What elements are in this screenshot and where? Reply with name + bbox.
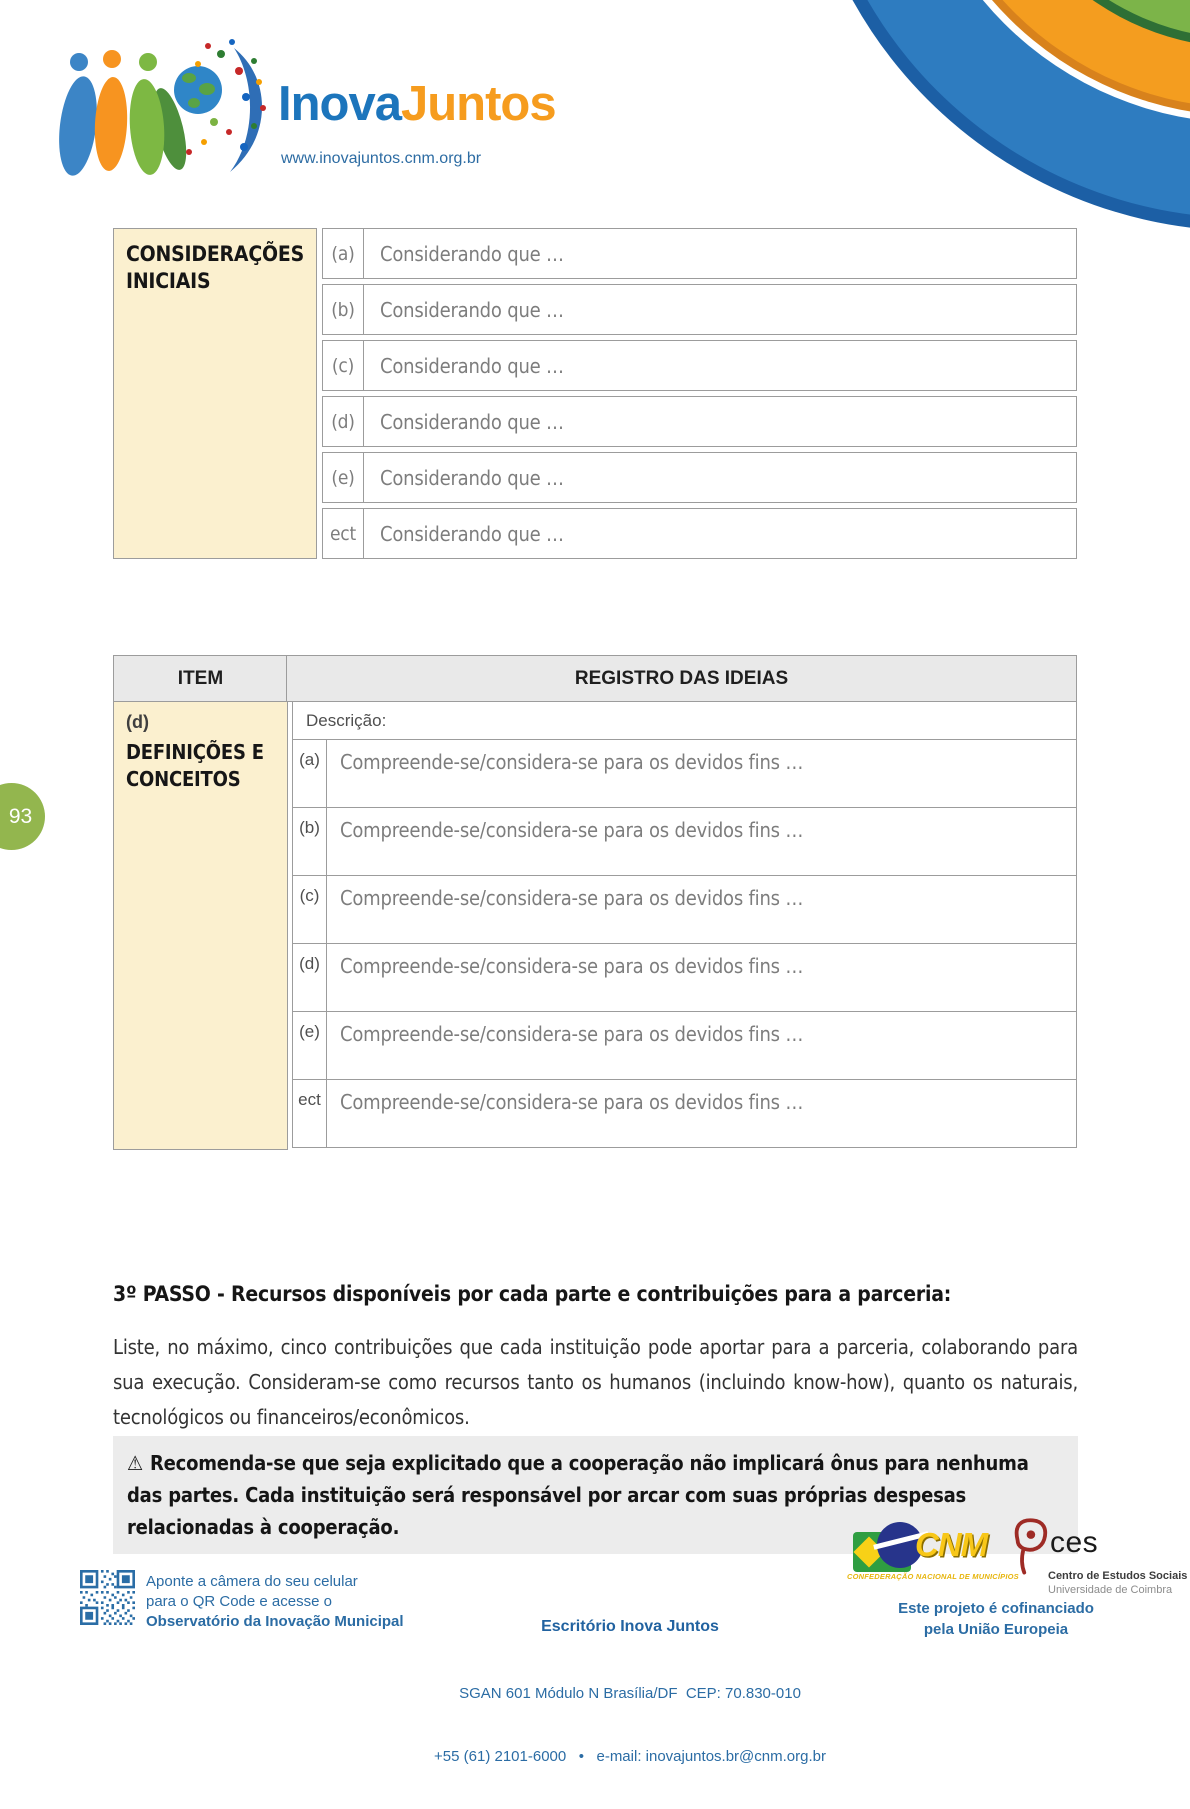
logo-text-inova: Inova: [278, 77, 401, 131]
column-header-registro: REGISTRO DAS IDEIAS: [286, 655, 1077, 702]
table-row: [292, 1011, 1077, 1080]
row-text: Considerando que …: [380, 465, 564, 490]
warning-text: Recomenda-se que seja explicitado que a cooperação não implicará ônus para nenhuma das partes. Cada instituição será responsável por arcar com suas próprias despesas relacionadas à cooperação.: [127, 1451, 1029, 1539]
office-address: SGAN 601 Módulo N Brasília/DF CEP: 70.830-010: [459, 1685, 801, 1702]
office-title: Escritório Inova Juntos: [541, 1618, 719, 1635]
cofinance-line2: pela União Europeia: [923, 1621, 1069, 1638]
page-number-badge: 93: [0, 783, 45, 850]
cnm-wordmark: CNM: [915, 1526, 988, 1563]
cnm-logo: [847, 1522, 1019, 1584]
logo-people-globe-icon: [48, 26, 283, 188]
column-header-item: ITEM: [113, 655, 288, 702]
ces-logo: [1010, 1514, 1188, 1596]
ces-wordmark: ces: [1050, 1526, 1099, 1559]
corner-decoration: [790, 0, 1190, 240]
table-row: [292, 875, 1077, 944]
office-info: [420, 1574, 840, 1809]
ces-caption-line2: Universidade de Coimbra: [1048, 1584, 1173, 1596]
logo-url: www.inovajuntos.cnm.org.br: [281, 150, 482, 167]
considerations-title-line2: INICIAIS: [126, 269, 211, 293]
ces-glyph-icon: [1010, 1514, 1048, 1578]
table-row: [322, 228, 1077, 279]
table-row: [322, 340, 1077, 391]
row-text: Compreende-se/considera-se para os devidos fins …: [340, 750, 804, 774]
row-text: Compreende-se/considera-se para os devidos fins …: [340, 886, 804, 910]
considerations-title-line1: CONSIDERAÇÕES: [126, 242, 304, 266]
row-text: Considerando que …: [380, 241, 564, 266]
qr-caption: [146, 1572, 404, 1632]
table-row: [292, 807, 1077, 876]
row-label: (e): [293, 1012, 327, 1079]
item-title-line2: CONCEITOS: [126, 767, 241, 791]
row-text: Considerando que …: [380, 353, 564, 378]
item-title-line1: DEFINIÇÕES E: [126, 740, 264, 764]
row-text: Compreende-se/considera-se para os devidos fins …: [340, 1090, 804, 1114]
row-label: (a): [293, 740, 327, 807]
row-text: Compreende-se/considera-se para os devidos fins …: [340, 954, 804, 978]
logo-wordmark: [278, 76, 556, 132]
row-label: ect: [293, 1080, 327, 1147]
qr-caption-line1: Aponte a câmera do seu celular: [146, 1573, 358, 1590]
qr-caption-line3: Observatório da Inovação Municipal: [146, 1613, 404, 1630]
qr-caption-line2: para o QR Code e acesse o: [146, 1593, 332, 1610]
table-row: [322, 284, 1077, 335]
description-row: [292, 701, 1077, 741]
table-row: [292, 943, 1077, 1012]
intro-paragraph: Liste, no máximo, cinco contribuições que cada instituição pode aportar para a parceria, colaborando para sua execução. Consideram-se como recursos tanto os humanos (incluindo know-how), quanto os naturais, tecnológicos ou financeiros/econômicos.: [113, 1335, 1078, 1429]
row-label: (d): [323, 397, 364, 446]
item-label: (d): [126, 712, 149, 732]
logo-text-juntos: Juntos: [400, 77, 556, 131]
considerations-table: [113, 228, 1077, 559]
row-label: (d): [293, 944, 327, 1011]
row-label: (a): [323, 229, 364, 278]
considerations-title-cell: [113, 228, 317, 559]
table-row: [322, 396, 1077, 447]
qr-code: [80, 1570, 135, 1630]
qr-code-icon: [80, 1570, 135, 1625]
corner-arcs-icon: [790, 0, 1190, 240]
table-row: [322, 452, 1077, 503]
office-contact: +55 (61) 2101-6000 • e-mail: inovajuntos.br@cnm.org.br: [434, 1748, 826, 1765]
row-label: (b): [293, 808, 327, 875]
row-text: Considerando que …: [380, 521, 564, 546]
item-cell: [113, 701, 288, 1150]
cnm-caption: CONFEDERAÇÃO NACIONAL DE MUNICÍPIOS: [847, 1572, 1019, 1581]
warning-icon: ⚠: [127, 1451, 143, 1475]
cofinance-note: [876, 1598, 1116, 1640]
row-text: Compreende-se/considera-se para os devidos fins …: [340, 1022, 804, 1046]
description-label: Descrição:: [306, 711, 387, 730]
table-row: [292, 1079, 1077, 1148]
row-text: Compreende-se/considera-se para os devidos fins …: [340, 818, 804, 842]
row-label: ect: [323, 509, 364, 558]
step-heading: 3º PASSO - Recursos disponíveis por cada parte e contribuições para a parceria:: [113, 1282, 952, 1306]
row-label: (c): [293, 876, 327, 943]
table-row: [322, 508, 1077, 559]
cofinance-line1: Este projeto é cofinanciado: [898, 1600, 1094, 1617]
inovajuntos-logo: [48, 26, 283, 193]
table-row: [292, 739, 1077, 808]
row-text: Considerando que …: [380, 409, 564, 434]
row-label: (e): [323, 453, 364, 502]
row-text: Considerando que …: [380, 297, 564, 322]
row-label: (b): [323, 285, 364, 334]
ideas-table: [113, 655, 1077, 1150]
ces-caption-line1: Centro de Estudos Sociais: [1048, 1570, 1188, 1582]
row-label: (c): [323, 341, 364, 390]
